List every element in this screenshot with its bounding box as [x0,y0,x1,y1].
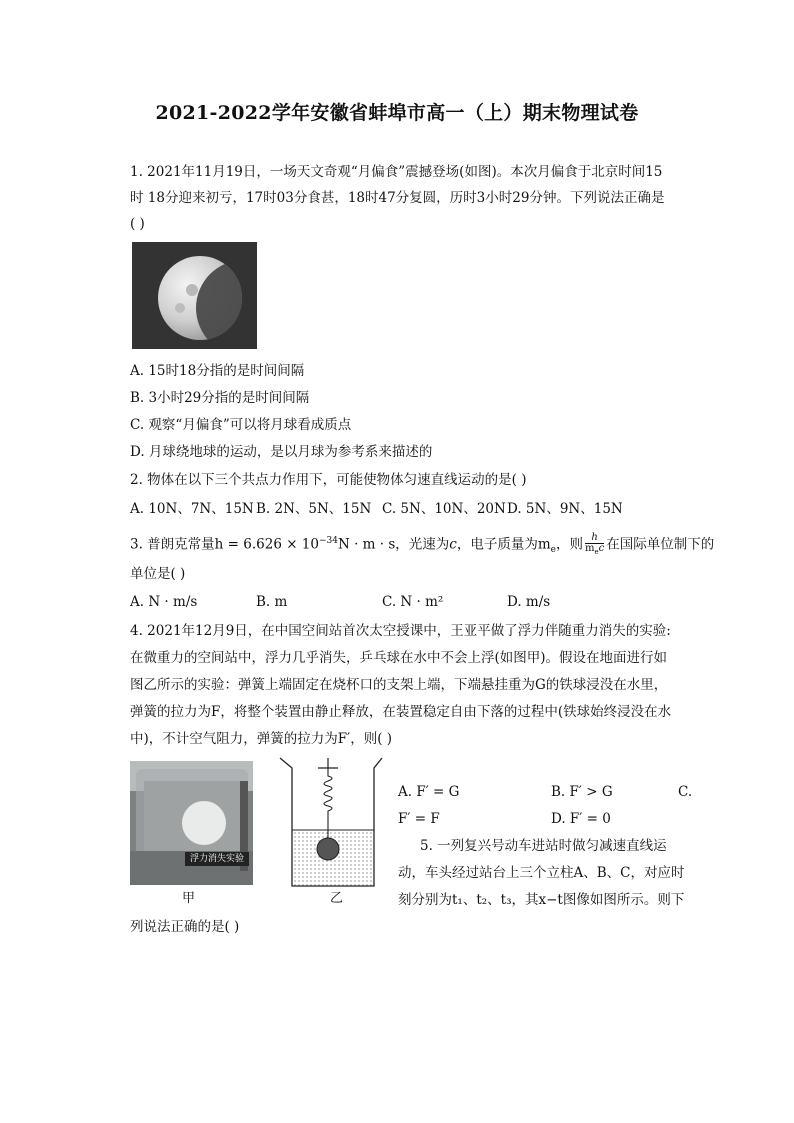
q1-line-2: 时 18分迎来初亏，17时03分食甚，18时47分复圆，历时3小时29分钟。下列说法正确是 [130,190,665,206]
figure-yi-beaker-diagram [278,756,388,891]
q3-option-d: D. m/s [507,594,551,610]
q4-line-5: 中)，不计空气阻力，弹簧的拉力为F′，则( ) [130,731,393,747]
q3-middle: N · m · s，光速为 [337,536,450,553]
q3-option-b: B. m [256,594,288,610]
q2-option-b: B. 2N、5N、15N [256,501,372,517]
q4-option-c: C. [678,784,693,800]
q1-line-3: ( ) [130,216,145,232]
q1-option-a: A. 15时18分指的是时间间隔 [130,363,305,379]
q4-line-4: 弹簧的拉力为F，将整个装置由静止释放，在装置稳定自由下落的过程中(铁球始终浸没在水 [130,704,672,720]
q1-line-1: 1. 2021年11月19日，一场天文奇观“月偏食”震撼登场(如图)。本次月偏食于北京时间15 [130,164,663,180]
q4-line-1: 4. 2021年12月9日，在中国空间站首次太空授课中，王亚平做了浮力伴随重力消失的实验: [130,623,671,639]
lunar-eclipse-photo [132,242,257,349]
q2-line-1: 2. 物体在以下三个共点力作用下，可能使物体匀速直线运动的是( ) [130,472,527,488]
q5-line-3: 刻分别为t₁、t₂、t₃，其x−t图像如图所示。则下 [398,892,685,908]
q4-line-3: 图乙所示的实验：弹簧上端固定在烧杯口的支架上端，下端悬挂重为G的铁球浸没在水里， [130,677,668,693]
q3-suffix: 在国际单位制下的 [606,536,715,553]
q3-frac-num: h [585,533,604,544]
q3-line-1 [130,531,714,560]
q3-sub-e: e [550,545,556,556]
q3-frac-den: $m_ec$ [584,543,605,556]
q3-line-2: 单位是( ) [130,566,186,582]
q5-line-2: 动，车头经过站台上三个立柱A、B、C，对应时 [398,865,685,881]
q3-exponent: −34 [318,536,338,546]
q1-option-c: C. 观察“月偏食”可以将月球看成质点 [130,417,352,433]
q2-option-d: D. 5N、9N、15N [507,501,623,517]
q1-option-b: B. 3小时29分指的是时间间隔 [130,390,310,406]
q3-then: ，则 [555,536,583,553]
q4-option-d: D. F′ = 0 [551,811,611,827]
q4-line-2: 在微重力的空间站中，浮力几乎消失，乒乓球在水中不会上浮(如图甲)。假设在地面进行如 [130,650,668,666]
caption-jia: 甲 [182,891,196,906]
q2-option-c: C. 5N、10N、20N [382,501,506,517]
q3-option-c: C. N · m² [382,594,444,610]
q2-option-a: A. 10N、7N、15N [130,501,254,517]
q3-fraction [585,533,604,557]
q5-line-1: 5. 一列复兴号动车进站时做匀减速直线运 [420,838,667,854]
q4-option-a: A. F′ = G [398,784,460,800]
q5-line-4: 列说法正确的是( ) [130,919,240,935]
q4-option-b: B. F′ > G [551,784,613,800]
photo-label: 浮力消失实验 [185,852,249,866]
q3-prefix: 3. 普朗克常量h = 6.626 × 10 [130,536,319,553]
q3-after-c: ，电子质量为m [456,536,551,553]
q3-option-a: A. N · m/s [130,594,198,610]
q1-option-d: D. 月球绕地球的运动，是以月球为参考系来描述的 [130,444,433,460]
q4-option-c-cont: F′ = F [398,811,440,827]
q3-c: c [449,536,457,553]
page-title: 2021-2022学年安徽省蚌埠市高一（上）期末物理试卷 [155,102,639,124]
figure-jia-photo [130,761,253,885]
caption-yi: 乙 [330,891,344,906]
